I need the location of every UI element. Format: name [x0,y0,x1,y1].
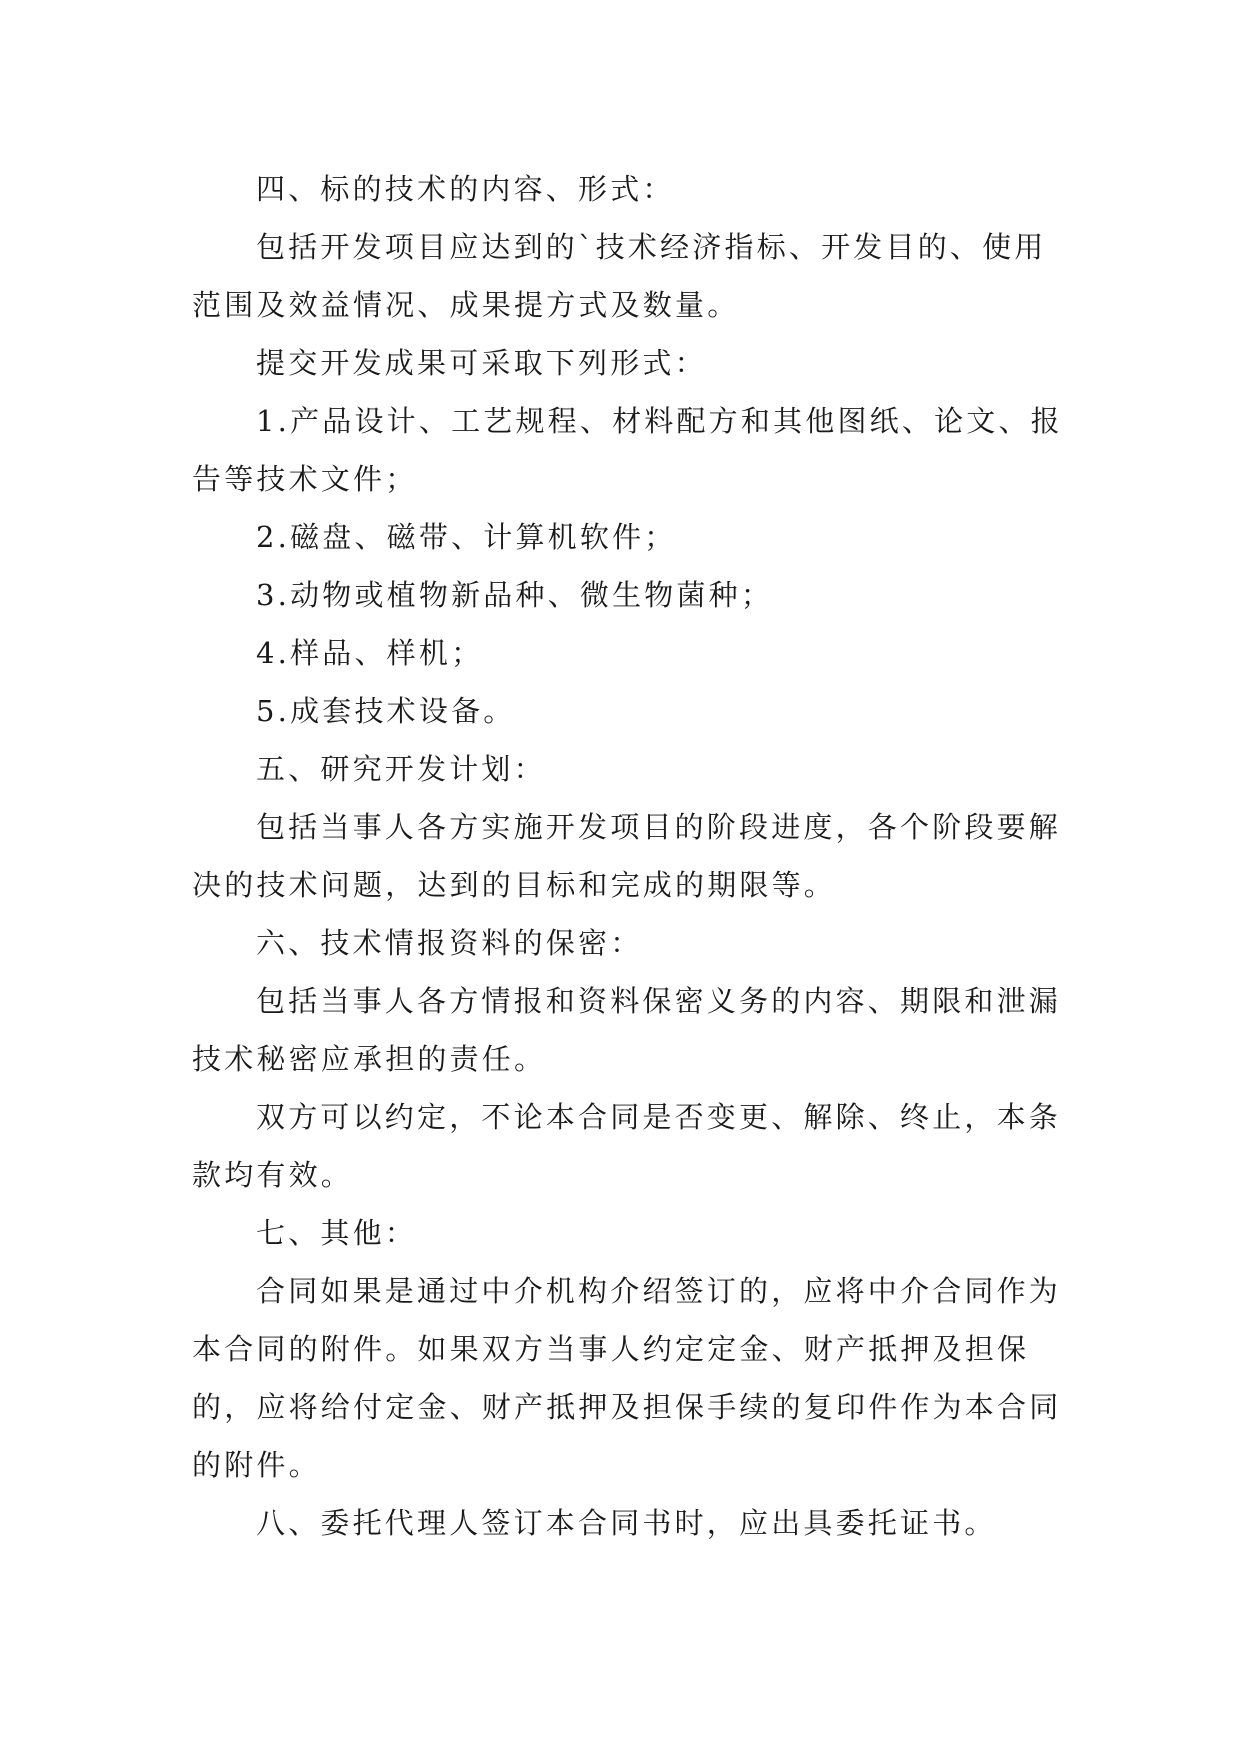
list-item-4: 4.样品、样机； [256,636,484,670]
paragraph-research-plan: 包括当事人各方实施开发项目的阶段进度，各个阶段要解决的技术问题，达到的目标和完成的期限等。 [192,810,1062,902]
list-item-1: 1.产品设计、工艺规程、材料配方和其他图纸、论文、报告等技术文件； [192,404,1063,496]
list-item-3: 3.动物或植物新品种、微生物菌种； [256,578,774,612]
paragraph-clause-validity: 双方可以约定，不论本合同是否变更、解除、终止，本条款均有效。 [192,1100,1062,1192]
paragraph-delivery-forms: 提交开发成果可采取下列形式： [256,346,707,380]
section-heading-6: 六、技术情报资料的保密： [256,926,643,960]
paragraph-attachments: 合同如果是通过中介机构介绍签订的，应将中介合同作为本合同的附件。如果双方当事人约定定金、财产抵押及担保的，应将给付定金、财产抵押及担保手续的复印件作为本合同的附件。 [192,1274,1062,1482]
section-heading-8: 八、委托代理人签订本合同书时，应出具委托证书。 [256,1506,997,1540]
paragraph-confidentiality: 包括当事人各方情报和资料保密义务的内容、期限和泄漏技术秘密应承担的责任。 [192,984,1062,1076]
list-item-5: 5.成套技术设备。 [256,694,516,728]
section-heading-4: 四、标的技术的内容、形式： [256,172,675,206]
section-heading-5: 五、研究开发计划： [256,752,546,786]
paragraph-development-scope: 包括开发项目应达到的`技术经济指标、开发目的、使用范围及效益情况、成果提方式及数量。 [192,230,1047,322]
document-body [192,160,1072,1552]
list-item-2: 2.磁盘、磁带、计算机软件； [256,520,677,554]
section-heading-7: 七、其他： [256,1216,418,1250]
